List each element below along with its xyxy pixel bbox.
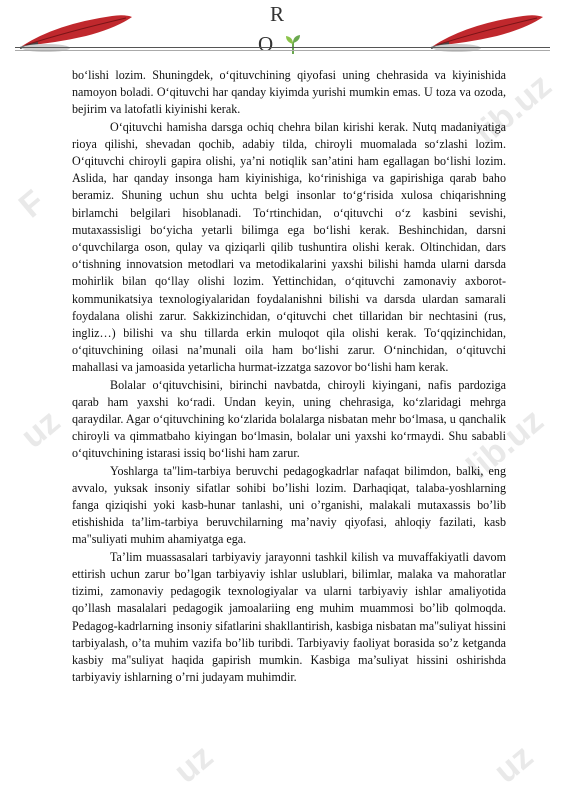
- watermark: uz: [13, 402, 68, 456]
- quill-pen-icon: [427, 10, 547, 55]
- logo-letter-r: R: [270, 2, 285, 26]
- quill-pen-icon: [16, 10, 136, 55]
- leaf-icon: [284, 34, 302, 54]
- paragraph: Bolalar o‘qituvchisini, birinchi navbatda, chiroyli kiyingani, nafis pardoziga qarab ham yaxshi ko‘radi. Undan keyin, uning chehrasiga, ko‘zlaridagi mehrga qaraydilar. Agar o‘qituvchining ko‘zlarida bolalarga nisbatan mehr bo‘lmasa, u qanchalik chiroyli va qimmatbaho kiyingan bo‘lmasin, bolalar uni yaxshi ko‘rmaydi. Shu sababli o‘qituvchining istarasi issiq bo‘lishi ham zarur.: [72, 377, 506, 461]
- document-body: [72, 67, 506, 686]
- paragraph: Yoshlarga ta"lim-tarbiya beruvchi pedagogkadrlar nafaqat bilimdon, balki, eng avvalo, yuksak insoniy sifatlar sohibi bo’lishi lozim. Darhaqiqat, talaba-yoshlarning fanga qiziqishi yoki kasb-hunar tanlashi, uni o’rganishi, malakali mutaxassis bo’lib etishishida ta’lim-tarbiya beruvchilarning ma’naviy qiyofasi, ahloqiy fazilati, kasb ma"suliyati muhim ahamiyatga ega.: [72, 463, 506, 547]
- header-divider-secondary: [15, 50, 550, 51]
- paragraph: O‘qituvchi hamisha darsga ochiq chehra bilan kirishi kerak. Nutq madaniyatiga rioya qilishi, shevadan qochib, adabiy tilda, chiroyli muomalada so‘zlashi lozim. O‘qituvchi chiroyli gapira olishi, ya’ni notiqlik san’atini ham egallagan bo‘lishi lozim. Aslida, har qanday insonga ham kiyinishiga, ko‘rinishiga va gapirishiga qarab baho beramiz. Shuning uchun shu uchta belgi insonlar to‘g‘risida xulosa chiqarishning birlamchi belgilari hisoblanadi. To‘rtinchidan, o‘qituvchi o‘z kasbini sevishi, mutaxassisligi bo‘yicha yetarli bilimga ega bo‘lishi kerak. Beshinchidan, darsni o‘quvchilarga oson, qulay va qiziqarli qilib tushuntira olishi kerak. Oltinchidan, dars o‘tishning innovatsion metodlari va metodikalarini yaxshi bilishi hamda ularni darsda mohirlik bilan qo‘llay olishi lozim. Yettinchidan, o‘qituvchi zamonaviy axborot-kommunikatsiya texnologiyalaridan foydalanishni bilishi va darsda ulardan samarali foydalana olishi zarur. Sakkizinchidan, o‘qituvchi chet tillaridan bir nechtasini (rus, ingliz…) bilishi va shu tillarda erkin muloqot qila olishi kerak. To‘qqizinchidan, o‘qituvchining oilasi na’munali oila ham bo‘lishi zarur. O‘ninchidan, o‘qituvchi mahallasi va jamoasida yetarlicha hurmat-izzatga sazovor bo‘lishi ham kerak.: [72, 119, 506, 375]
- watermark: uz: [486, 737, 541, 791]
- watermark: uz: [166, 737, 221, 791]
- watermark: F: [11, 182, 53, 226]
- logo-letter-o: O: [258, 32, 274, 56]
- paragraph: Ta’lim muassasalari tarbiyaviy jarayonni tashkil kilish va muvaffakiyatli davom ettirish uchun zarur bo’lgan tarbiyaviy ishlar uslublari, bilimlar, malaka va mahoratlar tizimi, zamonaviy pedagogik texnologiyalar va ularni tarbiyaviy ishlar amaliyotida qo’llash masalalari pedagogik jamoalariing eng muhim muammosi bo’lib qolmoqda. Pedagog-kadrlarning insoniy sifatlarini shakllantirish, kasbiga nisbatan ma"suliyat hissini tarbiyalash, o’ta muhim vazifa bo’lib turibdi. Tarbiyaviy faoliyat borasida so’z ketganda kasbiy ma"suliyat haqida gapirish mumkin. Kasbiga ma’suliyat hissini oshirishda tarbiyaviy ishlarning o’rni judayam muhimdir.: [72, 549, 506, 685]
- header-divider: [15, 47, 550, 48]
- watermark: lib.uz: [459, 401, 551, 487]
- paragraph: bo‘lishi lozim. Shuningdek, o‘qituvchining qiyofasi uning chehrasida va kiyinishida namoyon boladi. O‘qituvchi har qanday kiyimda yurishi mumkin emas. U toza va ozoda, bejirim va latofatli kiyinishi kerak.: [72, 68, 506, 117]
- watermark: lib.uz: [467, 66, 559, 152]
- page-header: [0, 0, 565, 62]
